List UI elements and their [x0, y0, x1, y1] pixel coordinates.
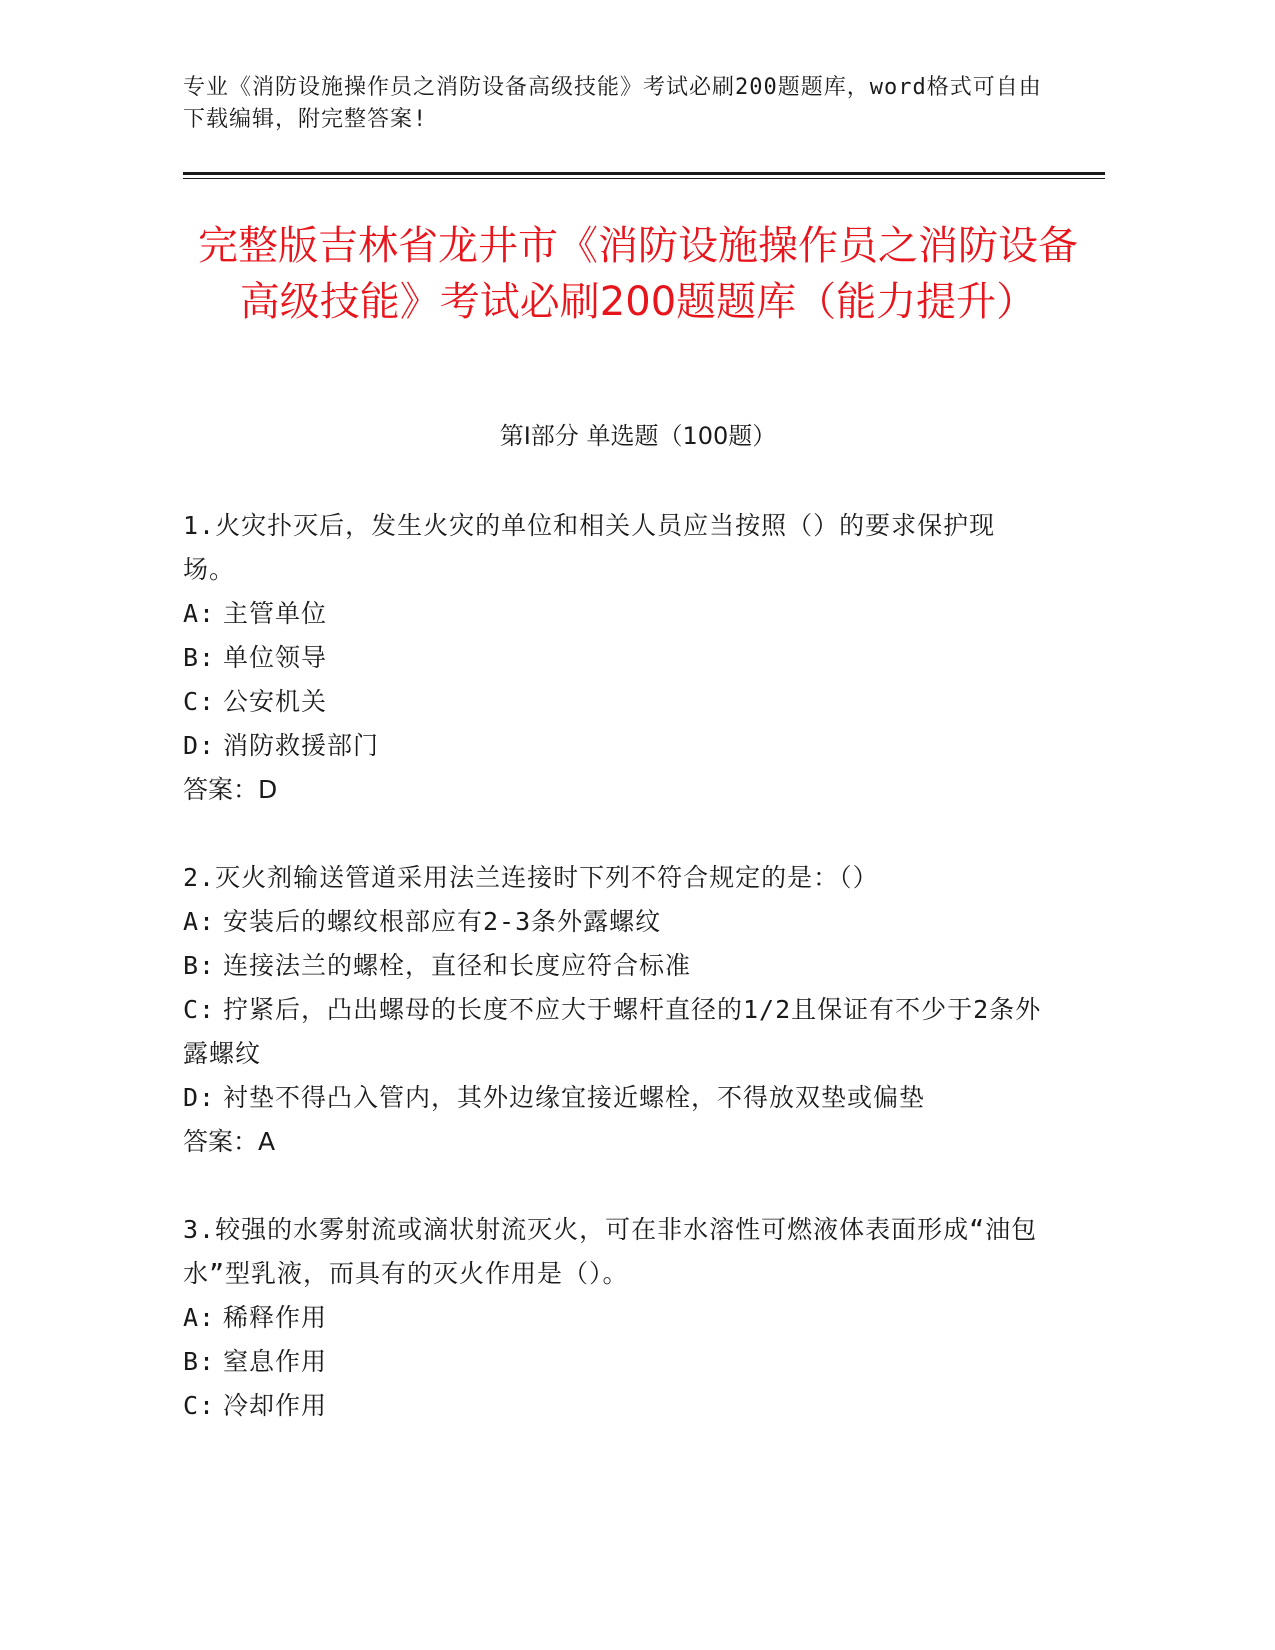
option-text: 衬垫不得凸入管内，其外边缘宜接近螺栓，不得放双垫或偏垫: [223, 1083, 926, 1112]
option-text: 安装后的螺纹根部应有2-3条外露螺纹: [223, 907, 662, 936]
option-key: D:: [183, 1083, 216, 1112]
header-note: 专业《消防设施操作员之消防设备高级技能》考试必刷200题题库，word格式可自由下载编辑，附完整答案!: [183, 75, 1042, 132]
option-key: B:: [183, 1347, 216, 1376]
option-b: [183, 636, 1043, 680]
answer: 答案：D: [183, 775, 278, 804]
option-text: 拧紧后，凸出螺母的长度不应大于螺杆直径的1/2且保证有不少于2条外露螺纹: [183, 995, 1042, 1068]
question-2: [183, 856, 1043, 1164]
option-b: [183, 1340, 1043, 1384]
option-c: [183, 680, 1043, 724]
question-3: [183, 1208, 1043, 1428]
option-key: D:: [183, 731, 216, 760]
option-c: [183, 988, 1043, 1076]
option-key: C:: [183, 1391, 216, 1420]
option-a: [183, 1296, 1043, 1340]
option-text: 主管单位: [223, 599, 328, 628]
option-key: A:: [183, 907, 216, 936]
option-text: 公安机关: [223, 687, 328, 716]
option-d: [183, 1076, 1043, 1120]
answer: 答案：A: [183, 1127, 276, 1156]
question-1: [183, 504, 1043, 812]
option-a: [183, 592, 1043, 636]
option-b: [183, 944, 1043, 988]
question-stem: 2.灭火剂输送管道采用法兰连接时下列不符合规定的是：（）: [183, 863, 879, 892]
option-c: [183, 1384, 1043, 1428]
option-a: [183, 900, 1043, 944]
question-stem: 3.较强的水雾射流或滴状射流灭火，可在非水溶性可燃液体表面形成“油包水”型乳液，而具有的灭火作用是（）。: [183, 1215, 1038, 1288]
option-key: A:: [183, 599, 216, 628]
option-key: B:: [183, 643, 216, 672]
section-heading: 第I部分 单选题（100题）: [499, 422, 777, 450]
option-text: 单位领导: [223, 643, 328, 672]
header-rule-thin: [183, 178, 1105, 179]
option-d: [183, 724, 1043, 768]
option-key: B:: [183, 951, 216, 980]
option-key: A:: [183, 1303, 216, 1332]
document-title: 完整版吉林省龙井市《消防设施操作员之消防设备高级技能》考试必刷200题题库（能力提升）: [198, 223, 1078, 325]
question-list: [183, 504, 1043, 1472]
option-text: 消防救援部门: [223, 731, 380, 760]
option-text: 连接法兰的螺栓，直径和长度应符合标准: [223, 951, 692, 980]
question-stem: 1.火灾扑灭后，发生火灾的单位和相关人员应当按照（）的要求保护现场。: [183, 511, 996, 584]
option-text: 窒息作用: [223, 1347, 328, 1376]
header-rule-thick: [183, 172, 1105, 175]
option-key: C:: [183, 995, 216, 1024]
option-text: 稀释作用: [223, 1303, 328, 1332]
option-text: 冷却作用: [223, 1391, 328, 1420]
option-key: C:: [183, 687, 216, 716]
